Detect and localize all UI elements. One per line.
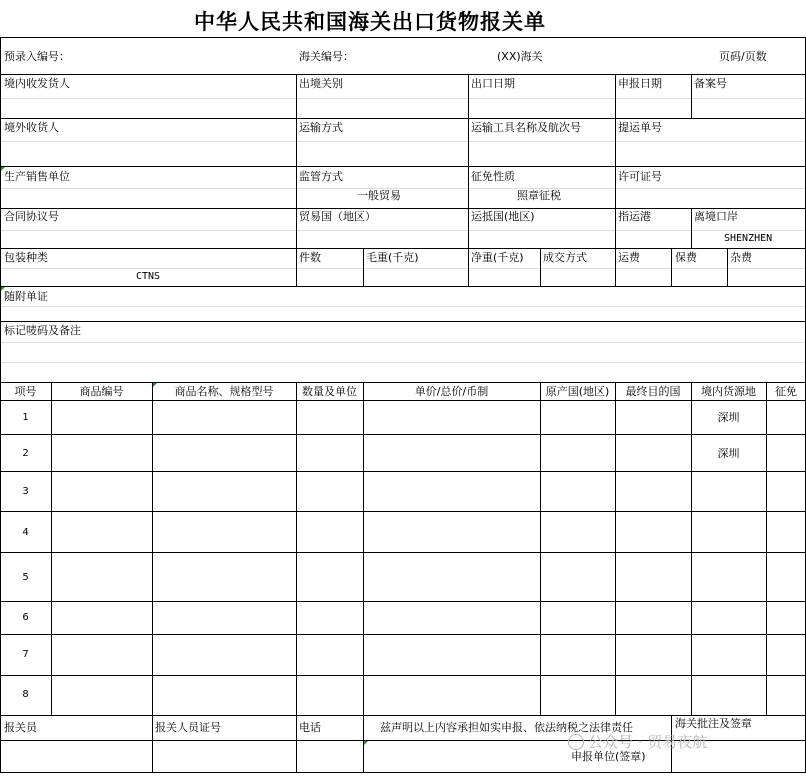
table-row-source: 深圳 [717, 411, 740, 424]
table-row-no: 6 [22, 612, 29, 623]
declarant-cert-label: 报关人员证号 [155, 721, 221, 734]
table-row-no: 4 [22, 527, 29, 538]
marks-remarks-label: 标记唛码及备注 [4, 324, 81, 337]
freight-label: 运费 [618, 251, 640, 264]
misc-fee-label: 杂费 [730, 251, 752, 264]
port-of-destination-label: 指运港 [618, 210, 651, 223]
export-date-label: 出口日期 [471, 77, 515, 90]
bill-no-label: 提运单号 [618, 121, 662, 134]
watermark [568, 731, 707, 752]
exit-customs-label: 出境关别 [299, 77, 343, 90]
table-row-no: 8 [22, 689, 29, 700]
overseas-consignee-label: 境外收货人 [4, 121, 59, 134]
phone-label: 电话 [299, 721, 321, 734]
col-header-item-no: 项号 [14, 385, 37, 398]
col-header-domestic-source: 境内货源地 [701, 385, 756, 398]
producer-label: 生产销售单位 [4, 170, 70, 183]
exemption-label: 征免性质 [471, 170, 515, 183]
exit-port-label: 离境口岸 [694, 210, 738, 223]
table-row-no: 3 [22, 486, 29, 497]
vessel-voyage-label: 运输工具名称及航次号 [471, 121, 581, 134]
supervision-mode-value: 一般贸易 [357, 189, 401, 202]
form-title: 中华人民共和国海关出口货物报关单 [194, 9, 546, 34]
customs-name: (XX)海关 [497, 50, 543, 63]
declarant-label: 报关员 [4, 721, 37, 734]
table-row-no: 5 [22, 572, 29, 583]
package-type-label: 包装种类 [4, 251, 48, 264]
consignor-label: 境内收发货人 [4, 77, 70, 90]
table-row-no: 2 [22, 448, 29, 459]
attached-docs-label: 随附单证 [4, 290, 48, 303]
col-header-goods-name: 商品名称、规格型号 [174, 385, 274, 398]
col-header-exemption: 征免 [775, 385, 797, 398]
trade-country-label: 贸易国（地区） [299, 210, 376, 223]
transport-mode-label: 运输方式 [299, 121, 343, 134]
record-no-label: 备案号 [694, 77, 727, 90]
watermark-text: 公众号 · 贸易夜航 [588, 733, 708, 751]
wechat-icon [568, 734, 584, 750]
pieces-label: 件数 [299, 251, 321, 264]
supervision-mode-label: 监管方式 [299, 170, 343, 183]
col-header-quantity: 数量及单位 [302, 385, 357, 398]
col-header-price: 单价/总价/币制 [414, 385, 489, 398]
declaration-statement: 兹声明以上内容承担如实申报、依法纳税之法律责任 [380, 721, 633, 734]
table-row-no: 1 [22, 412, 29, 423]
exemption-value: 照章征税 [517, 189, 561, 202]
customs-approval-label: 海关批注及签章 [675, 717, 752, 730]
col-header-hs-code: 商品编号 [79, 385, 124, 398]
declarant-seal-label: 申报单位(签章) [571, 750, 646, 763]
destination-country-label: 运抵国(地区) [471, 210, 535, 223]
customs-no-label: 海关编号： [299, 50, 354, 63]
license-no-label: 许可证号 [618, 170, 662, 183]
net-weight-label: 净重(千克) [471, 251, 524, 264]
col-header-destination: 最终目的国 [625, 385, 681, 398]
table-row-no: 7 [22, 649, 29, 660]
pre-entry-no-label: 预录入编号： [4, 50, 70, 63]
table-row-source: 深圳 [717, 447, 740, 460]
insurance-label: 保费 [675, 251, 697, 264]
page-count-label: 页码/页数 [719, 50, 767, 63]
gross-weight-label: 毛重(千克) [366, 251, 419, 264]
transaction-mode-label: 成交方式 [543, 251, 587, 264]
package-type-value: CTNS [136, 271, 161, 282]
col-header-origin: 原产国(地区) [545, 385, 610, 398]
contract-no-label: 合同协议号 [4, 210, 59, 223]
exit-port-value: SHENZHEN [724, 233, 773, 244]
declare-date-label: 申报日期 [618, 77, 662, 90]
